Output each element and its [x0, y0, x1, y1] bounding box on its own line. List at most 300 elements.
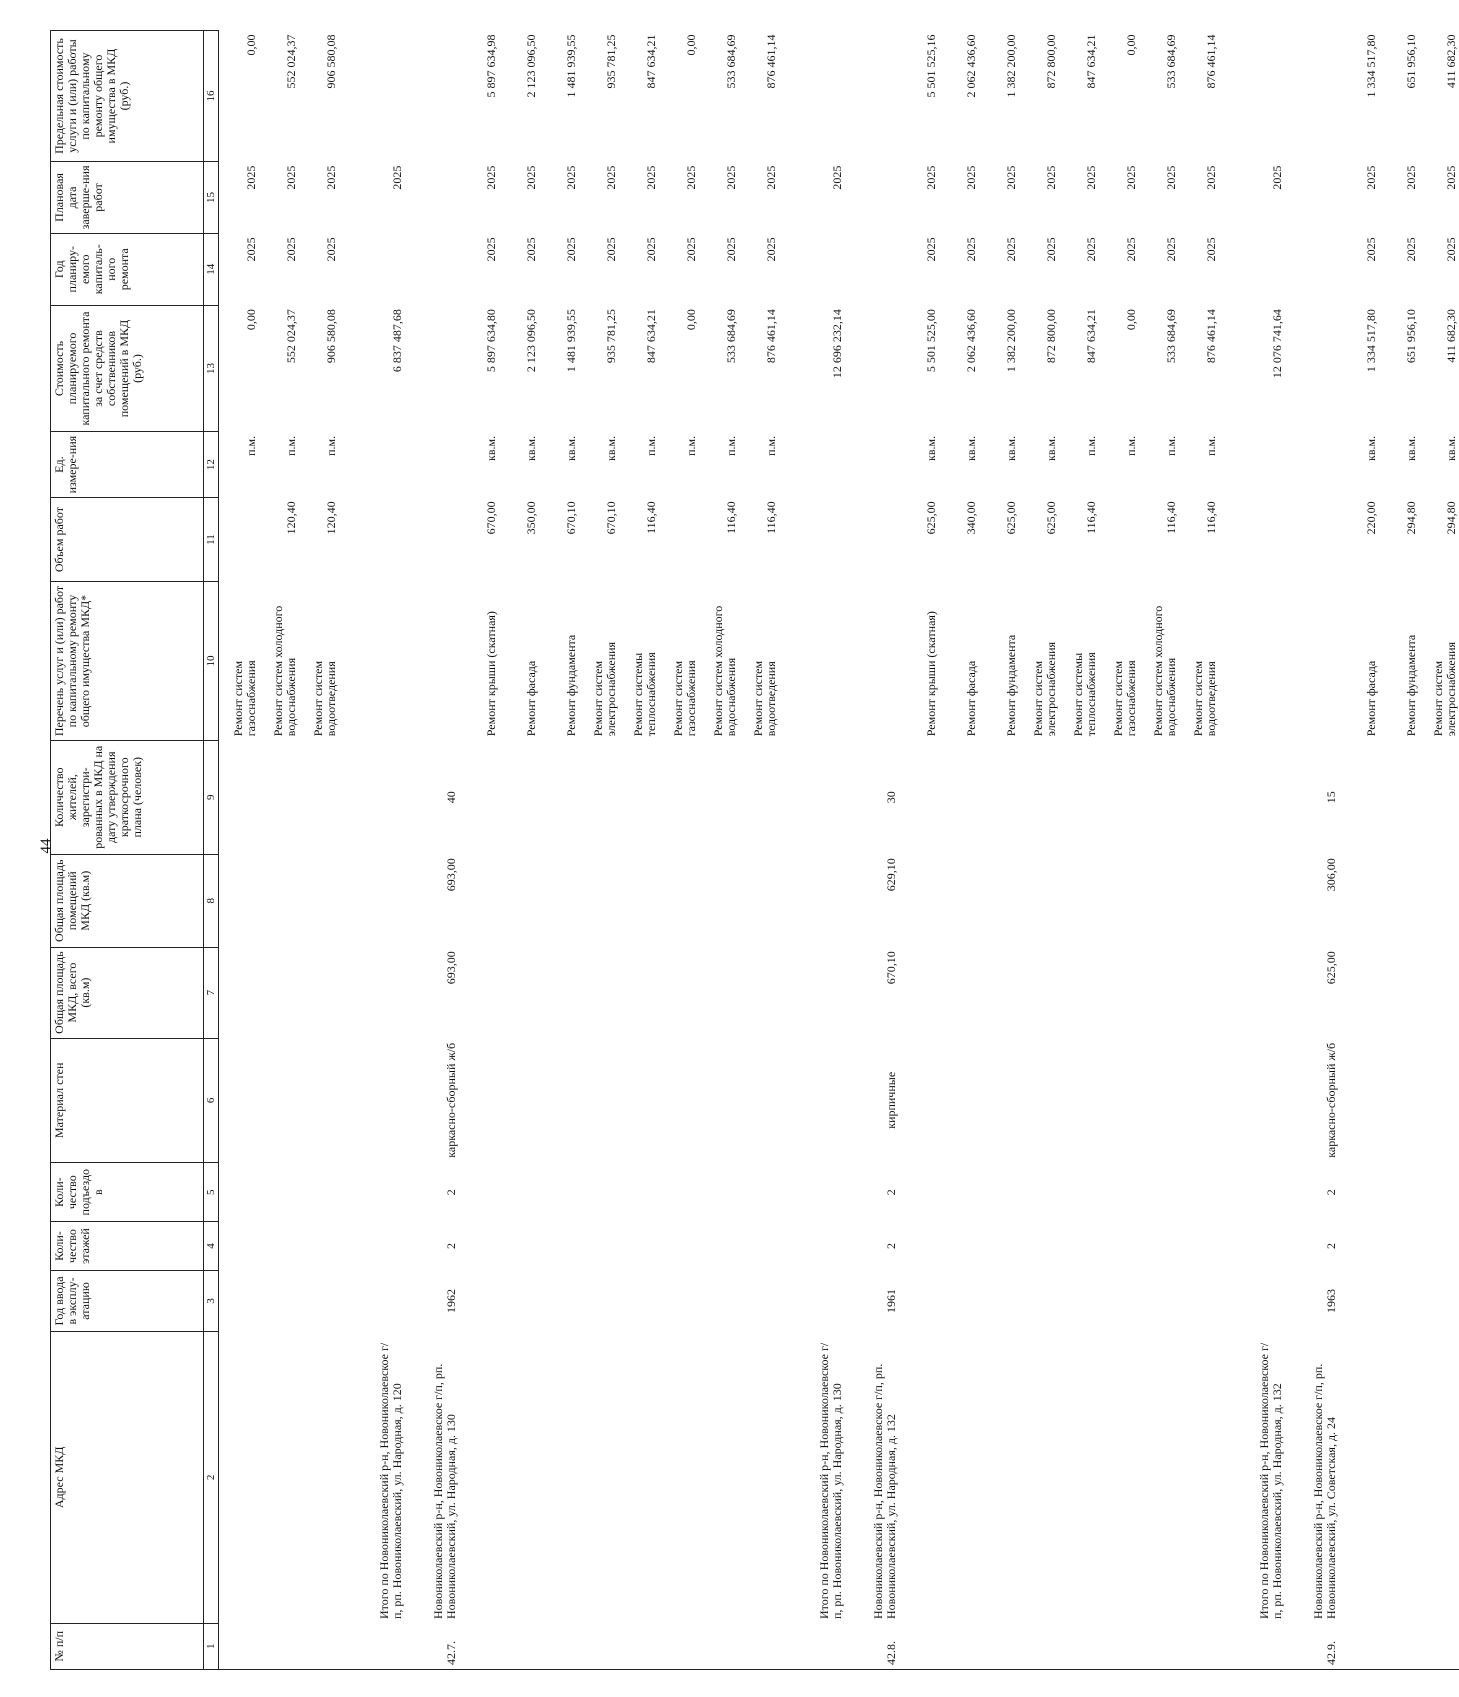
- cell-col-1: [1179, 1623, 1219, 1669]
- cell-col-5: [619, 1163, 659, 1222]
- cell-col-16: 5 897 634,98: [484, 34, 498, 98]
- cell-col-15: 2025: [764, 165, 778, 190]
- cell-col-15: 2025: [284, 165, 298, 190]
- cell-col-15: 2025: [924, 165, 938, 190]
- cell-col-16: 651 956,10: [1404, 34, 1418, 89]
- cell-col-6: [539, 1038, 579, 1163]
- cell-col-4: [299, 1222, 339, 1271]
- total-row: [339, 31, 405, 1670]
- cell-col-15: 2025: [244, 165, 258, 190]
- cell-col-1: 42.9.: [1285, 1623, 1339, 1669]
- header-cell: Год ввода в эксплу-атацию: [51, 1270, 204, 1331]
- cell-col-11: [1285, 497, 1339, 581]
- cell-col-2: [1379, 1332, 1419, 1623]
- cell-col-8: [1219, 854, 1285, 947]
- table-row: [579, 31, 619, 1670]
- cell-col-4: [979, 1222, 1019, 1271]
- cell-col-9: [1339, 740, 1379, 854]
- cell-col-16: 1 481 939,55: [564, 34, 578, 98]
- cell-col-15: 2025: [564, 165, 578, 190]
- cell-col-7: 693,00: [444, 951, 458, 985]
- cell-col-15: 2025: [1364, 165, 1378, 190]
- cell-col-2: Итого по Новониколаевский р-н, Новониколаевское г/п, рп. Новониколаевский, ул. Народная, д. 132: [1257, 1342, 1284, 1620]
- cell-col-3: [899, 1270, 939, 1331]
- cell-col-3: 1963: [1324, 1288, 1338, 1313]
- cell-col-4: [779, 1222, 845, 1271]
- cell-col-14: 2025: [1004, 237, 1018, 262]
- cell-col-10: [339, 582, 405, 740]
- cell-col-14: 2025: [284, 237, 298, 262]
- cell-col-1: [299, 1623, 339, 1669]
- cell-col-9: [339, 740, 405, 854]
- cell-col-5: [1379, 1163, 1419, 1222]
- column-number: 3: [204, 1270, 219, 1331]
- building-row: [1285, 31, 1339, 1670]
- cell-col-14: 2025: [564, 237, 578, 262]
- cell-col-14: 2025: [244, 237, 258, 262]
- cell-col-16: 2 062 436,60: [964, 34, 978, 98]
- cell-col-11: 670,10: [564, 501, 578, 535]
- cell-col-7: [619, 947, 659, 1038]
- cell-col-10: Ремонт систем водоотведения: [751, 660, 778, 737]
- cell-col-16: 552 024,37: [284, 34, 298, 89]
- cell-col-13: 6 837 487,68: [390, 309, 404, 373]
- cell-col-16: [779, 31, 845, 162]
- cell-col-4: [459, 1222, 499, 1271]
- column-number: 5: [204, 1163, 219, 1222]
- cell-col-3: [1419, 1270, 1459, 1331]
- cell-col-5: [1059, 1163, 1099, 1222]
- cell-col-4: [1339, 1222, 1379, 1271]
- cell-col-3: [1059, 1270, 1099, 1331]
- header-cell: Перечень услуг и (или) работ по капитальному ремонту общего имущества МКД*: [51, 582, 204, 740]
- cell-col-14: 2025: [1364, 237, 1378, 262]
- table-row: [1059, 31, 1099, 1670]
- cell-col-9: 30: [884, 791, 898, 804]
- cell-col-15: 2025: [524, 165, 538, 190]
- cell-col-11: 116,40: [764, 501, 778, 534]
- cell-col-8: [1059, 854, 1099, 947]
- cell-col-14: 2025: [964, 237, 978, 262]
- cell-col-3: [499, 1270, 539, 1331]
- cell-col-13: 533 684,69: [724, 309, 738, 364]
- cell-col-12: п.м.: [684, 435, 698, 456]
- cell-col-5: [1139, 1163, 1179, 1222]
- cell-col-8: [699, 854, 739, 947]
- cell-col-10: Ремонт фундамента: [1404, 634, 1418, 737]
- column-number-row: [204, 31, 219, 1670]
- cell-col-4: [579, 1222, 619, 1271]
- cell-col-15: 2025: [390, 165, 404, 190]
- cell-col-16: 0,00: [684, 34, 698, 56]
- cell-col-4: [499, 1222, 539, 1271]
- cell-col-15: [845, 162, 899, 234]
- cell-col-10: Ремонт систем водоотведения: [311, 660, 338, 737]
- cell-col-4: [619, 1222, 659, 1271]
- cell-col-1: [619, 1623, 659, 1669]
- cell-col-12: п.м.: [1124, 435, 1138, 456]
- cell-col-4: [539, 1222, 579, 1271]
- table-row: [619, 31, 659, 1670]
- cell-col-6: [219, 1038, 260, 1163]
- cell-col-1: [219, 1623, 260, 1669]
- cell-col-11: 116,40: [1084, 501, 1098, 534]
- cell-col-11: [659, 497, 699, 581]
- cell-col-16: 847 634,21: [644, 34, 658, 89]
- cell-col-13: 2 062 436,60: [964, 309, 978, 373]
- cell-col-12: п.м.: [284, 435, 298, 456]
- table-row: [1179, 31, 1219, 1670]
- cell-col-3: 1961: [884, 1288, 898, 1313]
- cell-col-16: [339, 31, 405, 162]
- cell-col-11: 116,40: [1204, 501, 1218, 534]
- cell-col-16: 876 461,14: [764, 34, 778, 89]
- cell-col-2: [219, 1332, 260, 1623]
- cell-col-3: [659, 1270, 699, 1331]
- cell-col-13: 876 461,14: [1204, 309, 1218, 364]
- cell-col-1: [939, 1623, 979, 1669]
- header-cell: Коли-чество этажей: [51, 1222, 204, 1271]
- cell-col-5: [1099, 1163, 1139, 1222]
- cell-col-14: 2025: [524, 237, 538, 262]
- cell-col-1: 42.8.: [845, 1623, 899, 1669]
- cell-col-8: [1099, 854, 1139, 947]
- cell-col-16: [845, 31, 899, 162]
- cell-col-5: 2: [884, 1189, 898, 1196]
- cell-col-14: [405, 233, 459, 305]
- cell-col-7: 670,10: [884, 951, 898, 985]
- cell-col-3: [1219, 1270, 1285, 1331]
- cell-col-11: 116,40: [1164, 501, 1178, 534]
- cell-col-12: [779, 432, 845, 497]
- cell-col-8: [659, 854, 699, 947]
- total-row: [1219, 31, 1285, 1670]
- cell-col-9: [1099, 740, 1139, 854]
- cell-col-2: [899, 1332, 939, 1623]
- cell-col-8: [539, 854, 579, 947]
- cell-col-5: [699, 1163, 739, 1222]
- header-cell: Количество жителей, зарегистри-рованных в МКД на дату утверждения краткосрочного плана (человек): [51, 740, 204, 854]
- cell-col-11: 625,00: [924, 501, 938, 535]
- cell-col-9: [1179, 740, 1219, 854]
- cell-col-11: [219, 497, 260, 581]
- cell-col-11: [1219, 497, 1285, 581]
- cell-col-11: 120,40: [324, 501, 338, 535]
- cell-col-2: [1339, 1332, 1379, 1623]
- table-row: [739, 31, 779, 1670]
- cell-col-6: [339, 1038, 405, 1163]
- cell-col-8: [779, 854, 845, 947]
- cell-col-5: [1419, 1163, 1459, 1222]
- cell-col-3: [339, 1270, 405, 1331]
- cell-col-12: [1219, 432, 1285, 497]
- cell-col-9: 15: [1324, 791, 1338, 804]
- cell-col-4: [219, 1222, 260, 1271]
- repair-plan-table: [50, 30, 1459, 1670]
- header-cell: Стоимость планируемого капитального ремонта за счет средств собственников помещений в МКД (руб.): [51, 305, 204, 432]
- cell-col-10: Ремонт фасада: [524, 660, 538, 737]
- cell-col-4: [1099, 1222, 1139, 1271]
- cell-col-16: [405, 31, 459, 162]
- cell-col-11: 294,80: [1444, 501, 1458, 535]
- cell-col-7: [1099, 947, 1139, 1038]
- cell-col-7: [979, 947, 1019, 1038]
- cell-col-1: [779, 1623, 845, 1669]
- table-row: [459, 31, 499, 1670]
- cell-col-13: 2 123 096,50: [524, 309, 538, 373]
- cell-col-7: [219, 947, 260, 1038]
- cell-col-11: [1099, 497, 1139, 581]
- cell-col-2: [1019, 1332, 1059, 1623]
- cell-col-14: [1285, 233, 1339, 305]
- table-body: [219, 31, 1459, 1670]
- column-number: 2: [204, 1332, 219, 1623]
- header-cell: Адрес МКД: [51, 1332, 204, 1623]
- cell-col-6: [579, 1038, 619, 1163]
- cell-col-10: Ремонт системы теплоснабжения: [1071, 652, 1098, 737]
- cell-col-5: [579, 1163, 619, 1222]
- table-row: [299, 31, 339, 1670]
- cell-col-2: [499, 1332, 539, 1623]
- cell-col-12: кв.м.: [924, 435, 938, 461]
- cell-col-2: Новониколаевский р-н, Новониколаевское г/п, рп. Новониколаевский, ул. Народная, д. 130: [431, 1363, 458, 1620]
- cell-col-12: кв.м.: [964, 435, 978, 461]
- column-number: 12: [204, 432, 219, 497]
- table-row: [539, 31, 579, 1670]
- cell-col-12: кв.м.: [1404, 435, 1418, 461]
- cell-col-6: [699, 1038, 739, 1163]
- cell-col-8: [1139, 854, 1179, 947]
- cell-col-1: [1379, 1623, 1419, 1669]
- cell-col-10: Ремонт систем газоснабжения: [671, 660, 698, 737]
- cell-col-7: [1059, 947, 1099, 1038]
- cell-col-10: Ремонт фундамента: [1004, 634, 1018, 737]
- cell-col-4: [899, 1222, 939, 1271]
- cell-col-16: 906 580,08: [324, 34, 338, 89]
- table-row: [1339, 31, 1379, 1670]
- cell-col-14: 2025: [604, 237, 618, 262]
- cell-col-5: [899, 1163, 939, 1222]
- column-number: 8: [204, 854, 219, 947]
- cell-col-14: 2025: [644, 237, 658, 262]
- cell-col-2: [739, 1332, 779, 1623]
- cell-col-2: [979, 1332, 1019, 1623]
- cell-col-5: [659, 1163, 699, 1222]
- cell-col-8: 693,00: [444, 858, 458, 892]
- cell-col-11: 350,00: [524, 501, 538, 535]
- cell-col-5: [339, 1163, 405, 1222]
- cell-col-7: [1179, 947, 1219, 1038]
- cell-col-4: [259, 1222, 299, 1271]
- cell-col-10: [405, 582, 459, 740]
- cell-col-2: [299, 1332, 339, 1623]
- cell-col-2: [1179, 1332, 1219, 1623]
- cell-col-11: 116,40: [724, 501, 738, 534]
- cell-col-11: [339, 497, 405, 581]
- cell-col-16: [1219, 31, 1285, 162]
- cell-col-5: [1019, 1163, 1059, 1222]
- cell-col-7: [499, 947, 539, 1038]
- cell-col-15: 2025: [1044, 165, 1058, 190]
- cell-col-9: [1219, 740, 1285, 854]
- cell-col-14: 2025: [684, 237, 698, 262]
- cell-col-12: п.м.: [724, 435, 738, 456]
- cell-col-8: [619, 854, 659, 947]
- cell-col-6: каркасно-сборный ж/б: [444, 1042, 458, 1158]
- cell-col-5: [299, 1163, 339, 1222]
- cell-col-13: 847 634,21: [644, 309, 658, 364]
- cell-col-7: [1219, 947, 1285, 1038]
- cell-col-6: [259, 1038, 299, 1163]
- cell-col-12: п.м.: [244, 435, 258, 456]
- cell-col-10: Ремонт систем электроснабжения: [1031, 641, 1058, 737]
- cell-col-13: [1285, 305, 1339, 432]
- cell-col-9: [659, 740, 699, 854]
- cell-col-2: [699, 1332, 739, 1623]
- cell-col-9: [499, 740, 539, 854]
- cell-col-6: [1059, 1038, 1099, 1163]
- cell-col-4: 2: [444, 1243, 458, 1250]
- cell-col-6: [1339, 1038, 1379, 1163]
- cell-col-14: 2025: [324, 237, 338, 262]
- cell-col-15: [405, 162, 459, 234]
- cell-col-1: [699, 1623, 739, 1669]
- cell-col-4: [339, 1222, 405, 1271]
- cell-col-6: [899, 1038, 939, 1163]
- cell-col-11: [405, 497, 459, 581]
- cell-col-15: 2025: [324, 165, 338, 190]
- cell-col-2: [1099, 1332, 1139, 1623]
- cell-col-11: 625,00: [1004, 501, 1018, 535]
- column-number: 11: [204, 497, 219, 581]
- cell-col-9: [219, 740, 260, 854]
- cell-col-13: 651 956,10: [1404, 309, 1418, 364]
- cell-col-13: 5 897 634,80: [484, 309, 498, 373]
- cell-col-9: [979, 740, 1019, 854]
- cell-col-4: [659, 1222, 699, 1271]
- cell-col-2: [619, 1332, 659, 1623]
- table-row: [219, 31, 260, 1670]
- cell-col-13: 0,00: [684, 309, 698, 331]
- cell-col-5: [979, 1163, 1019, 1222]
- cell-col-2: [659, 1332, 699, 1623]
- cell-col-8: [219, 854, 260, 947]
- cell-col-6: [1219, 1038, 1285, 1163]
- cell-col-9: [779, 740, 845, 854]
- cell-col-15: 2025: [604, 165, 618, 190]
- column-number: 1: [204, 1623, 219, 1669]
- cell-col-7: [939, 947, 979, 1038]
- cell-col-12: [339, 432, 405, 497]
- cell-col-3: [1019, 1270, 1059, 1331]
- cell-col-5: [499, 1163, 539, 1222]
- cell-col-5: [539, 1163, 579, 1222]
- cell-col-3: [299, 1270, 339, 1331]
- cell-col-7: [659, 947, 699, 1038]
- cell-col-15: 2025: [644, 165, 658, 190]
- cell-col-8: [979, 854, 1019, 947]
- cell-col-15: 2025: [1270, 165, 1284, 190]
- cell-col-2: [1139, 1332, 1179, 1623]
- cell-col-9: [1059, 740, 1099, 854]
- cell-col-12: кв.м.: [604, 435, 618, 461]
- cell-col-5: [779, 1163, 845, 1222]
- cell-col-1: [1139, 1623, 1179, 1669]
- cell-col-3: [1179, 1270, 1219, 1331]
- table-row: [259, 31, 299, 1670]
- table-row: [659, 31, 699, 1670]
- header-cell: Объем работ: [51, 497, 204, 581]
- cell-col-9: [699, 740, 739, 854]
- cell-col-15: [1285, 162, 1339, 234]
- cell-col-15: 2025: [1084, 165, 1098, 190]
- cell-col-12: п.м.: [764, 435, 778, 456]
- cell-col-16: 1 334 517,80: [1364, 34, 1378, 98]
- cell-col-15: 2025: [684, 165, 698, 190]
- cell-col-5: [459, 1163, 499, 1222]
- cell-col-5: [1339, 1163, 1379, 1222]
- cell-col-12: [1285, 432, 1339, 497]
- cell-col-11: [779, 497, 845, 581]
- cell-col-15: 2025: [1404, 165, 1418, 190]
- cell-col-7: [339, 947, 405, 1038]
- cell-col-10: Ремонт системы теплоснабжения: [631, 652, 658, 737]
- cell-col-6: [779, 1038, 845, 1163]
- cell-col-5: [1219, 1163, 1285, 1222]
- cell-col-4: 2: [884, 1243, 898, 1250]
- cell-col-2: [1419, 1332, 1459, 1623]
- cell-col-13: 0,00: [1124, 309, 1138, 331]
- cell-col-4: [1219, 1222, 1285, 1271]
- cell-col-1: [1019, 1623, 1059, 1669]
- cell-col-6: [1139, 1038, 1179, 1163]
- cell-col-11: 625,00: [1044, 501, 1058, 535]
- cell-col-15: 2025: [830, 165, 844, 190]
- cell-col-9: [1019, 740, 1059, 854]
- cell-col-9: [1139, 740, 1179, 854]
- cell-col-3: [1139, 1270, 1179, 1331]
- cell-col-14: [339, 233, 405, 305]
- cell-col-9: [539, 740, 579, 854]
- cell-col-16: 935 781,25: [604, 34, 618, 89]
- cell-col-12: кв.м.: [1364, 435, 1378, 461]
- cell-col-7: [779, 947, 845, 1038]
- column-number: 6: [204, 1038, 219, 1163]
- table-row: [1379, 31, 1419, 1670]
- cell-col-7: [1019, 947, 1059, 1038]
- cell-col-8: [339, 854, 405, 947]
- cell-col-2: Итого по Новониколаевский р-н, Новониколаевское г/п, рп. Новониколаевский, ул. Народная, д. 120: [377, 1342, 404, 1620]
- cell-col-5: [739, 1163, 779, 1222]
- table-row: [1099, 31, 1139, 1670]
- cell-col-13: 12 696 232,14: [830, 309, 844, 379]
- cell-col-16: 0,00: [1124, 34, 1138, 56]
- cell-col-1: 42.7.: [405, 1623, 459, 1669]
- cell-col-11: 340,00: [964, 501, 978, 535]
- cell-col-10: [1285, 582, 1339, 740]
- column-number: 10: [204, 582, 219, 740]
- cell-col-12: кв.м.: [484, 435, 498, 461]
- cell-col-7: [899, 947, 939, 1038]
- rotated-table-container: [50, 30, 1458, 1670]
- cell-col-8: [1379, 854, 1419, 947]
- cell-col-10: Ремонт крыши (скатная): [484, 611, 498, 737]
- cell-col-8: [459, 854, 499, 947]
- cell-col-3: [979, 1270, 1019, 1331]
- cell-col-7: [1339, 947, 1379, 1038]
- cell-col-13: 1 481 939,55: [564, 309, 578, 373]
- cell-col-10: [779, 582, 845, 740]
